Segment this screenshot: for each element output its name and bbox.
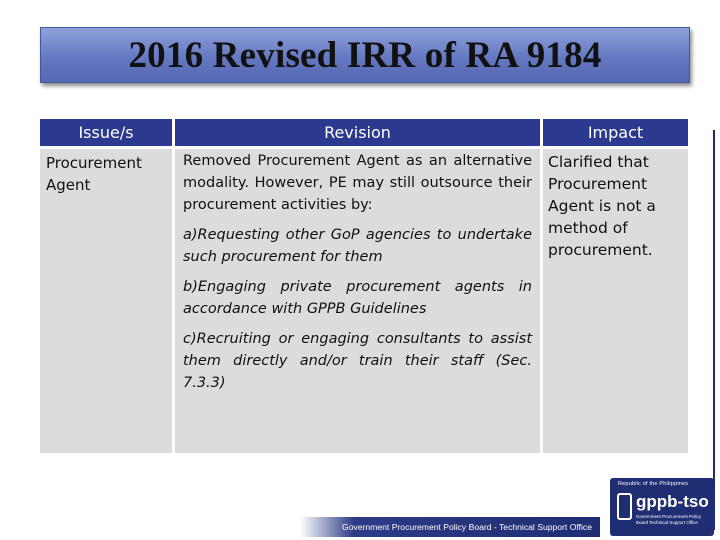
issue-text: Procurement Agent	[46, 154, 142, 194]
revision-item-c: c)Recruiting or engaging consultants to assist them directly and/or train their staff (Sec. 7.3.3)	[183, 331, 532, 391]
issue-cell	[40, 149, 172, 453]
right-edge-line	[713, 130, 715, 530]
revision-item-b: b)Engaging private procurement agents in accordance with GPPB Guidelines	[183, 279, 532, 317]
footer-text: Government Procurement Policy Board - Technical Support Office	[342, 522, 592, 532]
logo-top-text: Republic of the Philippines	[618, 481, 689, 487]
column-header-impact: Impact	[543, 119, 688, 146]
logo-emblem-icon	[617, 493, 632, 520]
revision-intro: Removed Procurement Agent as an alternative modality. However, PE may still outsource their procurement activities by:	[183, 153, 532, 213]
revision-cell	[175, 149, 540, 453]
impact-text: Clarified that Procurement Agent is not a method of procurement.	[548, 153, 656, 259]
slide-title: 2016 Revised IRR of RA 9184	[128, 34, 602, 76]
logo-wordmark: gppb-tso	[636, 492, 709, 511]
revision-item-a: a)Requesting other GoP agencies to undertake such procurement for them	[183, 227, 532, 265]
gppb-tso-logo	[610, 478, 714, 536]
column-header-issues: Issue/s	[40, 119, 172, 146]
column-header-revision: Revision	[175, 119, 540, 146]
footer-bar	[300, 517, 600, 537]
logo-sub-text: Government Procurement Policy Board Technical Support Office	[636, 514, 702, 525]
impact-cell	[543, 149, 688, 453]
title-banner	[40, 27, 690, 83]
